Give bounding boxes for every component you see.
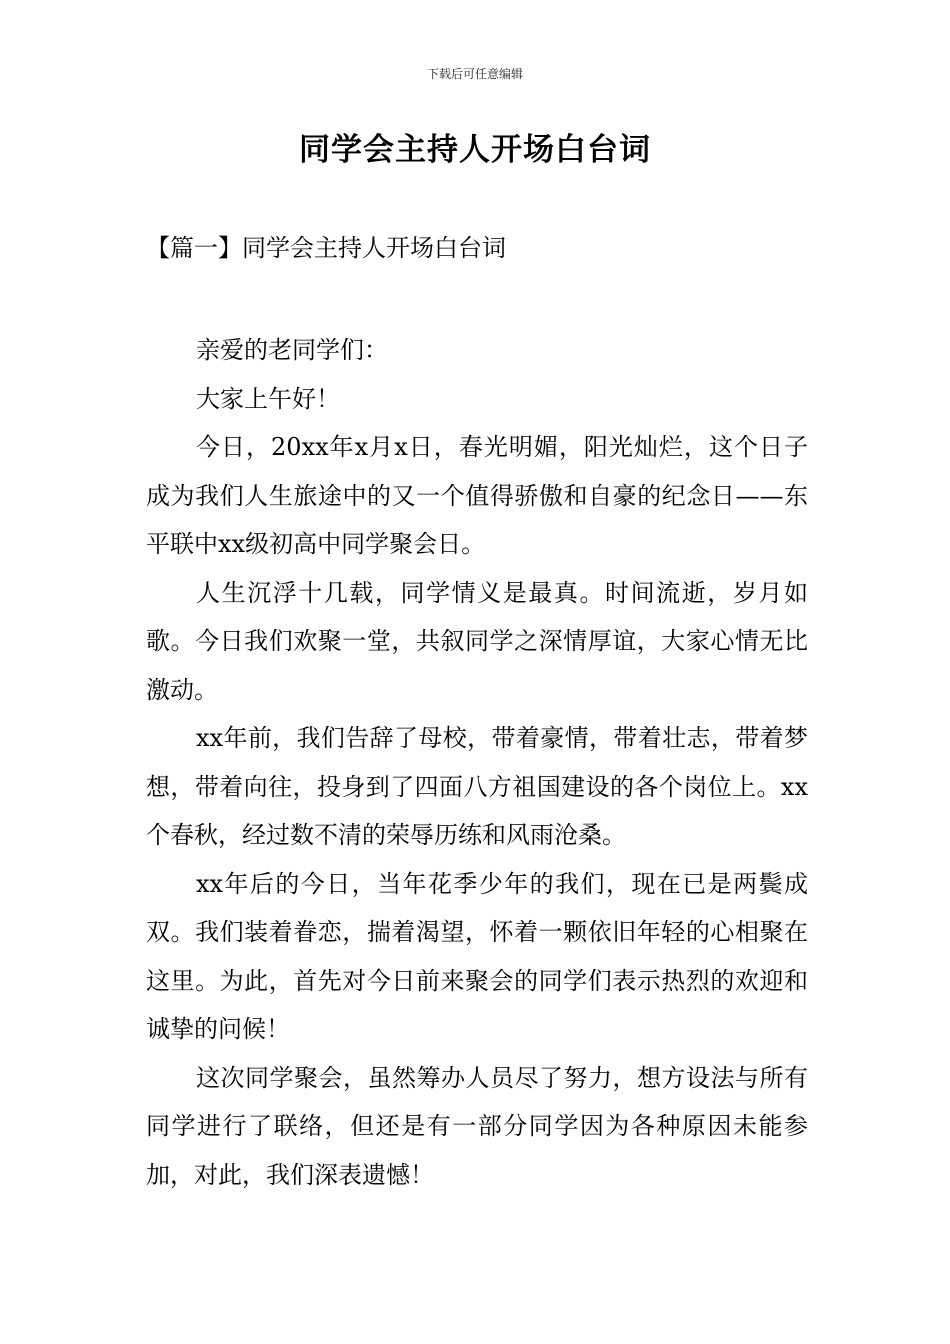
paragraph: 今日，20xx年x月x日，春光明媚，阳光灿烂，这个日子成为我们人生旅途中的又一个值得骄傲和自豪的纪念日——东平联中xx级初高中同学聚会日。 bbox=[146, 433, 808, 558]
paragraph: xx年后的今日，当年花季少年的我们，现在已是两鬓成双。我们装着眷恋，揣着渴望，怀着一颗依旧年轻的心相聚在这里。为此，首先对今日前来聚会的同学们表示热烈的欢迎和诚挚的问候！ bbox=[146, 869, 808, 1043]
section-heading: 【篇一】同学会主持人开场白台词 bbox=[146, 234, 506, 262]
paragraph: xx年前，我们告辞了母校，带着豪情，带着壮志，带着梦想，带着向往，投身到了四面八方祖国建设的各个岗位上。xx个春秋，经过数不清的荣辱历练和风雨沧桑。 bbox=[146, 724, 808, 849]
document-body bbox=[146, 326, 808, 1199]
paragraph: 这次同学聚会，虽然筹办人员尽了努力，想方设法与所有同学进行了联络，但还是有一部分同学因为各种原因未能参加，对此，我们深表遗憾！ bbox=[146, 1063, 808, 1189]
paragraph-greeting: 亲爱的老同学们： bbox=[196, 336, 388, 364]
document-title: 同学会主持人开场白台词 bbox=[299, 132, 651, 168]
paragraph-salutation: 大家上午好！ bbox=[196, 384, 340, 413]
paragraph: 人生沉浮十几载，同学情义是最真。时间流逝，岁月如歌。今日我们欢聚一堂，共叙同学之深情厚谊，大家心情无比激动。 bbox=[146, 578, 808, 704]
page-header-note: 下载后可任意编辑 bbox=[426, 67, 523, 81]
